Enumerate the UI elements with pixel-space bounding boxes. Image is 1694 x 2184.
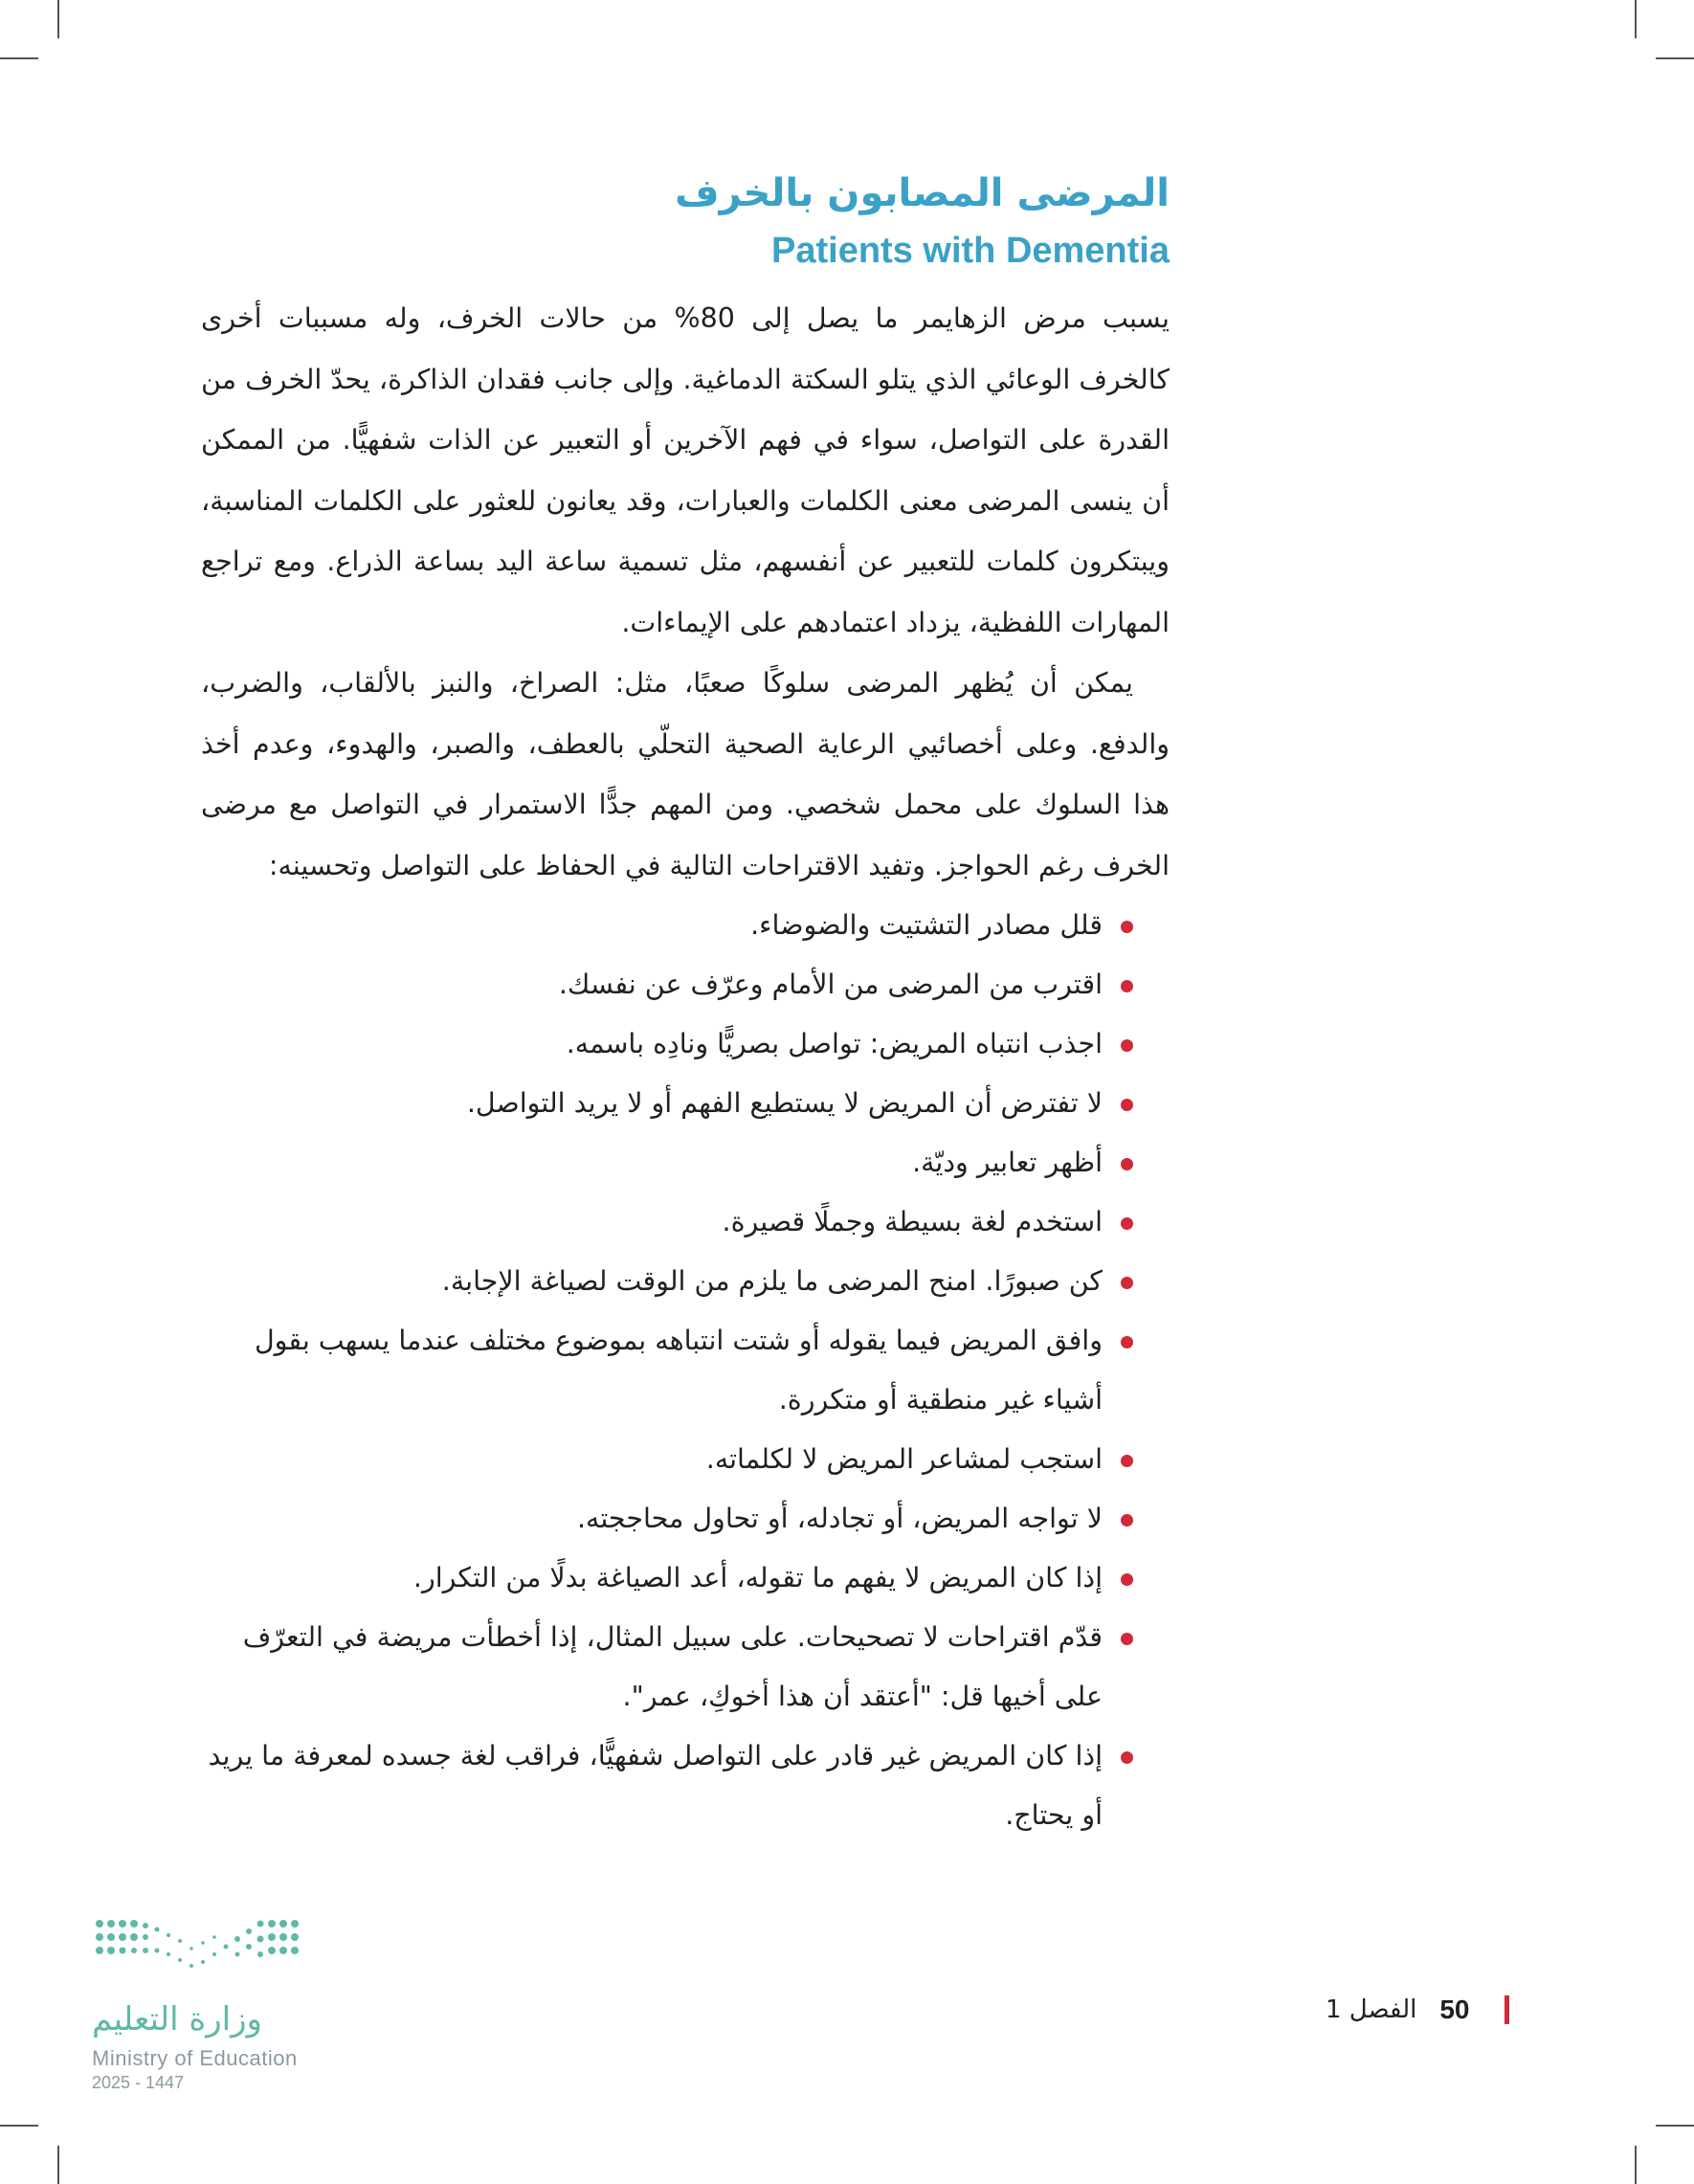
- list-item: وافق المريض فيما يقوله أو شتت انتباهه بموضوع مختلف عندما يسهب بقول أشياء غير منطقية أو متكررة.: [201, 1311, 1170, 1430]
- ministry-logo-icon: [92, 1912, 312, 1989]
- bullet-icon: [1121, 1158, 1133, 1170]
- crop-mark: [0, 2125, 38, 2127]
- crop-mark: [1635, 2146, 1637, 2184]
- bullet-icon: [1121, 921, 1133, 933]
- crop-mark: [1656, 2125, 1694, 2127]
- crop-mark: [1635, 0, 1637, 38]
- list-item: كن صبورًا. امنح المرضى ما يلزم من الوقت لصياغة الإجابة.: [201, 1252, 1170, 1311]
- list-item: قدّم اقتراحات لا تصحيحات. على سبيل المثال، إذا أخطأت مريضة في التعرّف على أخيها قل: "أعتقد أن هذا أخوكِ، عمر".: [201, 1608, 1170, 1727]
- crop-mark: [1656, 57, 1694, 59]
- list-item: قلل مصادر التشتيت والضوضاء.: [201, 896, 1170, 955]
- bullet-icon: [1121, 1277, 1133, 1289]
- list-item: اجذب انتباه المريض: تواصل بصريًّا ونادِه باسمه.: [201, 1014, 1170, 1074]
- section-title-arabic: المرضى المصابون بالخرف: [675, 171, 1170, 215]
- list-item: أظهر تعابير وديّة.: [201, 1133, 1170, 1192]
- bullet-icon: [1121, 1573, 1133, 1586]
- crop-mark: [57, 0, 59, 38]
- chapter-label: الفصل 1: [1326, 1995, 1417, 2024]
- list-item: استخدم لغة بسيطة وجملًا قصيرة.: [201, 1192, 1170, 1252]
- page-number: 50: [1439, 1995, 1470, 2024]
- page-content: [201, 167, 1170, 1845]
- list-item: لا تفترض أن المريض لا يستطيع الفهم أو لا يريد التواصل.: [201, 1074, 1170, 1133]
- paragraph: يسبب مرض الزهايمر ما يصل إلى 80% من حالات الخرف، وله مسببات أخرى كالخرف الوعائي الذي يتلو السكتة الدماغية. وإلى جانب فقدان الذاكرة، يحدّ الخرف من القدرة على التواصل، سواء في فهم الآخرين أو التعبير عن الذات شفهيًّا. من الممكن أن ينسى المرضى معنى الكلمات والعبارات، وقد يعانون للعثور على الكلمات المناسبة، ويبتكرون كلمات للتعبير عن أنفسهم، مثل تسمية ساعة اليد بساعة الذراع. ومع تراجع المهارات اللفظية، يزداد اعتمادهم على الإيماءات.: [201, 302, 1170, 638]
- list-item: استجب لمشاعر المريض لا لكلماته.: [201, 1430, 1170, 1489]
- page-footer: [1326, 1986, 1509, 2034]
- ministry-name-arabic: وزارة التعليم: [92, 2000, 262, 2039]
- section-title-english: Patients with Dementia: [771, 231, 1170, 271]
- list-item: إذا كان المريض غير قادر على التواصل شفهيًّا، فراقب لغة جسده لمعرفة ما يريد أو يحتاج.: [201, 1727, 1170, 1845]
- bullet-icon: [1121, 1039, 1133, 1052]
- bullet-icon: [1121, 1099, 1133, 1111]
- bullet-icon: [1121, 1751, 1133, 1764]
- bullet-icon: [1121, 1633, 1133, 1645]
- ministry-name-english: Ministry of Education: [92, 2046, 298, 2070]
- bullet-icon: [1121, 1336, 1133, 1348]
- list-item: إذا كان المريض لا يفهم ما تقوله، أعد الصياغة بدلًا من التكرار.: [201, 1549, 1170, 1608]
- bullet-icon: [1121, 1455, 1133, 1467]
- list-item: اقترب من المرضى من الأمام وعرّف عن نفسك.: [201, 955, 1170, 1014]
- crop-mark: [0, 57, 38, 59]
- paragraph: يمكن أن يُظهر المرضى سلوكًا صعبًا، مثل: الصراخ، والنبز بالألقاب، والضرب، والدفع. وعلى أخصائيي الرعاية الصحية التحلّي بالعطف، والصبر، والهدوء، وعدم أخذ هذا السلوك على محمل شخصي. ومن المهم جدًّا الاستمرار في التواصل مع مرضى الخرف رغم الحواجز. وتفيد الاقتراحات التالية في الحفاظ على التواصل وتحسينه:: [201, 667, 1170, 881]
- crop-mark: [57, 2146, 59, 2184]
- bullet-icon: [1121, 980, 1133, 992]
- list-item: لا تواجه المريض، أو تجادله، أو تحاول محاججته.: [201, 1489, 1170, 1549]
- bullet-icon: [1121, 1514, 1133, 1527]
- footer-divider: [1505, 1995, 1509, 2024]
- bullet-icon: [1121, 1217, 1133, 1230]
- ministry-year: 2025 - 1447: [92, 2073, 185, 2092]
- suggestions-list: [201, 896, 1170, 1845]
